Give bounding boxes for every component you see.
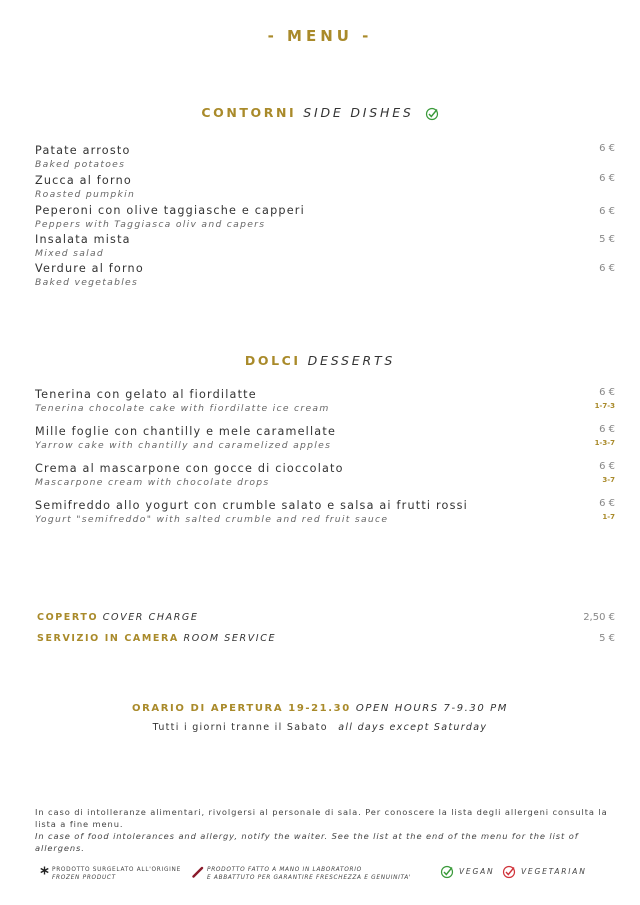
room-service-en: ROOM SERVICE xyxy=(183,633,277,644)
allergy-notes xyxy=(35,806,615,854)
dolci-section-title xyxy=(0,353,640,368)
allergy-note-en: In case of food intolerances and allergy, notify the waiter. See the list at the end of the menu for the list of allergens. xyxy=(35,831,579,853)
room-service-it: SERVIZIO IN CAMERA xyxy=(37,633,179,644)
list-item xyxy=(35,232,615,261)
pen-icon xyxy=(192,866,204,878)
cover-charge-it: COPERTO xyxy=(37,612,99,623)
legend-frozen xyxy=(52,866,181,882)
allergen-codes: 1-7-3 xyxy=(594,402,615,410)
item-price: 6 € xyxy=(599,387,615,398)
asterisk-icon xyxy=(40,866,49,875)
list-item xyxy=(35,143,615,172)
opening-days-en: all days except Saturday xyxy=(338,722,488,733)
list-item xyxy=(35,461,615,490)
item-price: 6 € xyxy=(599,206,615,217)
opening-hours-en: OPEN HOURS 7-9.30 PM xyxy=(355,703,508,714)
dolci-title-it: DOLCI xyxy=(244,353,301,368)
legend-frozen-it: PRODOTTO SURGELATO ALL'ORIGINE xyxy=(52,867,181,873)
contorni-section-title xyxy=(0,105,640,121)
item-price: 6 € xyxy=(599,424,615,435)
item-name: Semifreddo allo yogurt con crumble salato e salsa ai frutti rossi xyxy=(35,499,468,512)
item-price: 6 € xyxy=(599,263,615,274)
opening-days xyxy=(0,722,640,733)
item-name: Mille foglie con chantilly e mele caramellate xyxy=(35,425,337,438)
list-item xyxy=(35,424,615,453)
item-name: Patate arrosto xyxy=(35,144,131,157)
cover-charge-price: 2,50 € xyxy=(583,612,615,623)
item-price: 6 € xyxy=(599,173,615,184)
list-item xyxy=(35,203,615,232)
item-name: Verdure al forno xyxy=(35,262,144,275)
opening-hours-it: ORARIO DI APERTURA 19-21.30 xyxy=(132,703,351,714)
list-item xyxy=(35,261,615,290)
item-name: Peperoni con olive taggiasche e capperi xyxy=(35,204,305,217)
vegan-leaf-icon xyxy=(440,865,454,879)
cover-charge-en: COVER CHARGE xyxy=(102,612,199,623)
legend xyxy=(0,865,640,889)
allergen-codes: 1-3-7 xyxy=(594,439,615,447)
legend-frozen-en: FROZEN PRODUCT xyxy=(52,875,116,881)
item-name: Zucca al forno xyxy=(35,174,132,187)
room-service-row xyxy=(37,633,615,644)
contorni-title-it: CONTORNI xyxy=(201,105,297,120)
item-english: Peppers with Taggiasca oliv and capers xyxy=(35,219,266,230)
item-name: Crema al mascarpone con gocce di cioccolato xyxy=(35,462,344,475)
item-english: Yogurt "semifreddo" with salted crumble and red fruit sauce xyxy=(35,514,389,525)
item-english: Mixed salad xyxy=(35,248,105,259)
item-name: Insalata mista xyxy=(35,233,131,246)
item-price: 6 € xyxy=(599,143,615,154)
vegan-leaf-icon xyxy=(425,107,439,121)
dolci-title-en: DESSERTS xyxy=(307,353,396,368)
item-english: Roasted pumpkin xyxy=(35,189,136,200)
opening-days-it: Tutti i giorni tranne il Sabato xyxy=(152,722,328,733)
list-item xyxy=(35,387,615,416)
contorni-title-en: SIDE DISHES xyxy=(303,105,414,120)
legend-vegan: VEGAN xyxy=(459,867,495,876)
item-english: Yarrow cake with chantilly and caramelized apples xyxy=(35,440,332,451)
legend-vegetarian: VEGETARIAN xyxy=(521,867,587,876)
item-price: 6 € xyxy=(599,461,615,472)
legend-handmade-line2: E ABBATTUTO PER GARANTIRE FRESCHEZZA E GENUINITA' xyxy=(207,875,412,881)
allergy-note-it: In caso di intolleranze alimentari, rivolgersi al personale di sala. Per conoscere la lista degli allergeni consulta la lista a fine menu. xyxy=(35,807,608,829)
allergen-codes: 3-7 xyxy=(602,476,615,484)
list-item xyxy=(35,173,615,202)
list-item xyxy=(35,498,615,527)
vegetarian-leaf-icon xyxy=(502,865,516,879)
item-english: Mascarpone cream with chocolate drops xyxy=(35,477,270,488)
legend-handmade-line1: PRODOTTO FATTO A MANO IN LABORATORIO xyxy=(207,867,362,873)
item-english: Baked potatoes xyxy=(35,159,126,170)
room-service-price: 5 € xyxy=(599,633,615,644)
menu-title: - MENU - xyxy=(267,27,373,45)
allergen-codes: 1-7 xyxy=(602,513,615,521)
item-english: Tenerina chocolate cake with fiordilatte ice cream xyxy=(35,403,330,414)
cover-charge-row xyxy=(37,612,615,623)
item-english: Baked vegetables xyxy=(35,277,139,288)
item-price: 6 € xyxy=(599,498,615,509)
item-price: 5 € xyxy=(599,234,615,245)
item-name: Tenerina con gelato al fiordilatte xyxy=(35,388,257,401)
legend-handmade xyxy=(207,866,411,882)
opening-hours-title xyxy=(0,703,640,714)
